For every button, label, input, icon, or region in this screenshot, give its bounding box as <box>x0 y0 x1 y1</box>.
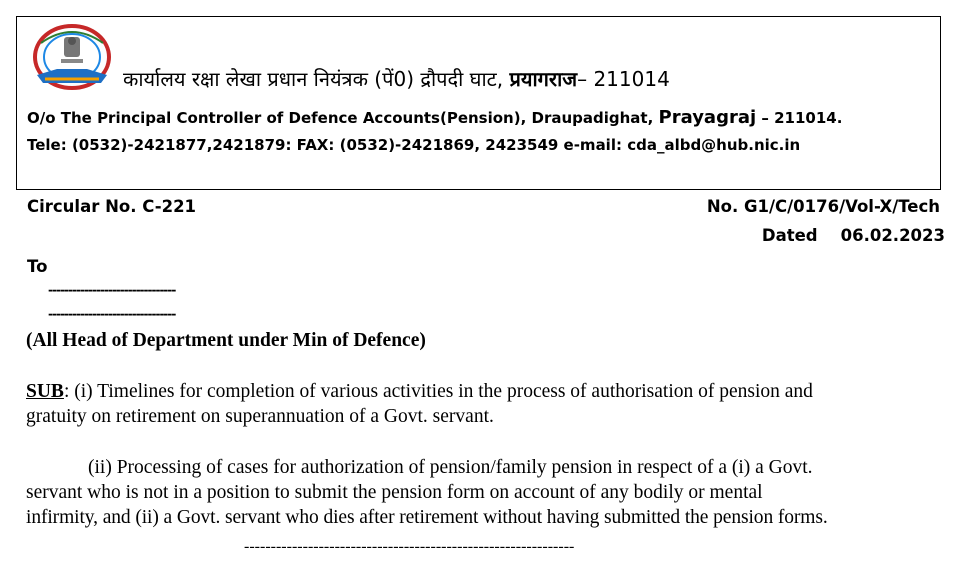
office-address-prefix: O/o The Principal Controller of Defence Accounts(Pension), Draupadighat, <box>27 109 659 127</box>
letterhead <box>16 16 941 190</box>
circular-number: Circular No. C-221 <box>27 197 197 216</box>
hindi-title-prefix: कार्यालय रक्षा लेखा प्रधान नियंत्रक (पें0) द्रौपदी घाट, <box>123 67 510 91</box>
office-address-suffix: – 211014. <box>756 109 843 127</box>
recipients: (All Head of Department under Min of Defence) <box>26 330 426 351</box>
subject-line-2: gratuity on retirement on superannuation of a Govt. servant. <box>26 406 494 427</box>
subject-label: SUB <box>26 381 64 402</box>
subject-line-1 <box>26 381 813 403</box>
hindi-title-city: प्रयागराज <box>509 67 578 91</box>
circular-date: 06.02.2023 <box>840 226 945 245</box>
closing-separator: -------------------------------------------------------------- <box>244 538 575 555</box>
hindi-office-title <box>123 65 670 92</box>
addressee-blank-2: -------------------------------- <box>48 307 176 321</box>
subject-item-2-line-3: infirmity, and (ii) a Govt. servant who dies after retirement without having submitted the pension forms. <box>26 507 828 528</box>
subject-item-2-line-2: servant who is not in a position to submit the pension form on account of any bodily or mental <box>26 482 763 503</box>
office-address-city: Prayagraj <box>658 107 757 128</box>
contact-line: Tele: (0532)-2421877,2421879: FAX: (0532)-2421869, 2423549 e-mail: cda_albd@hub.nic.in <box>27 136 801 154</box>
addressee-blank-1: -------------------------------- <box>48 283 176 297</box>
to-label: To <box>27 257 48 276</box>
dated-label: Dated <box>761 226 818 245</box>
dated-line <box>762 226 945 245</box>
office-address <box>27 107 842 128</box>
hindi-title-suffix: – 211014 <box>577 67 670 91</box>
subject-item-1-text: : (i) Timelines for completion of various activities in the process of authorisation of pension and <box>63 381 813 402</box>
subject-item-2-line-1: (ii) Processing of cases for authorization of pension/family pension in respect of a (i) a Govt. <box>88 457 813 478</box>
reference-number: No. G1/C/0176/Vol-X/Tech <box>706 197 940 216</box>
office-emblem-icon <box>31 23 113 95</box>
